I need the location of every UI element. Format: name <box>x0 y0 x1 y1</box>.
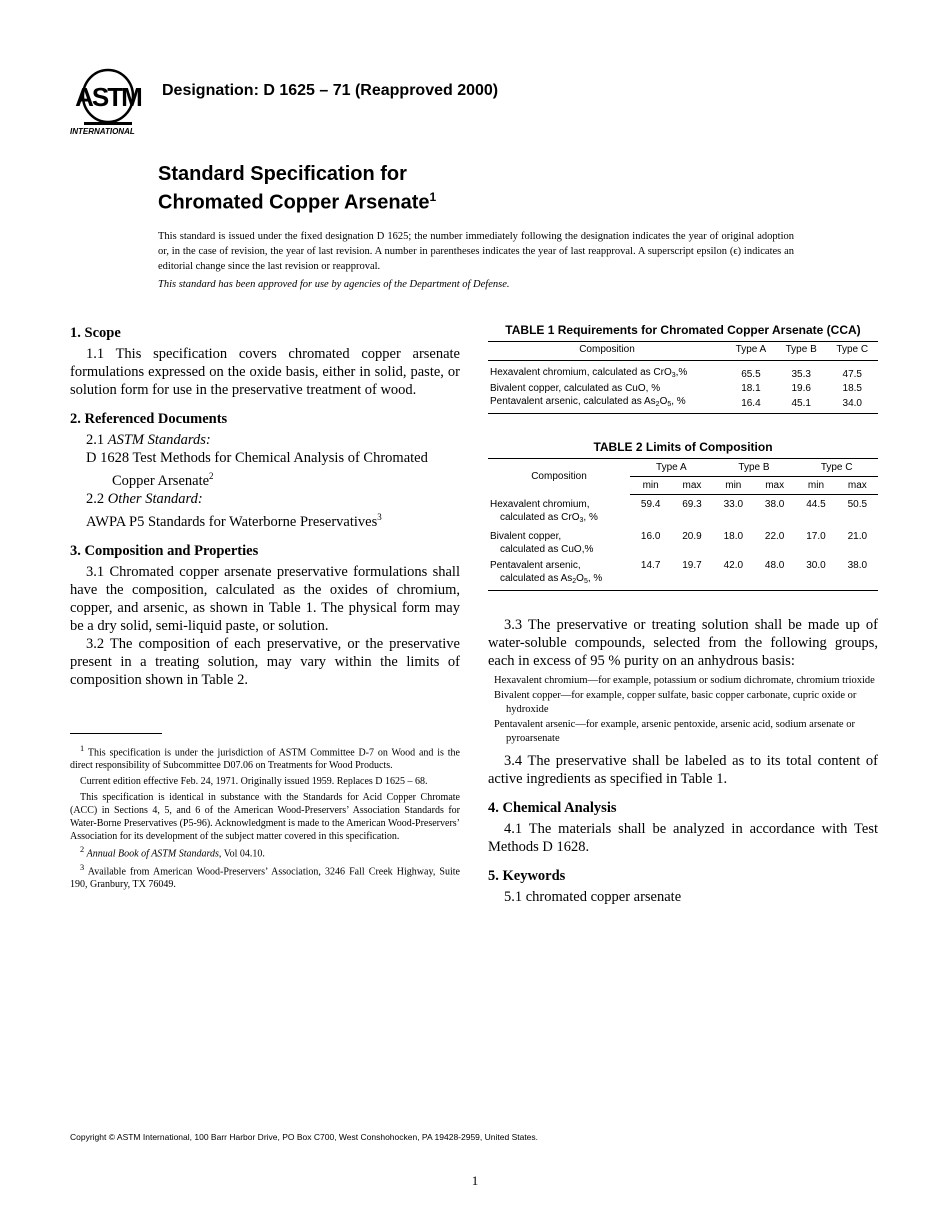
dod-note: This standard has been approved for use by agencies of the Department of Defense. <box>158 279 510 290</box>
table1-header-type-c: Type C <box>827 342 878 361</box>
table2-cell: 33.0 <box>723 499 744 510</box>
table1-cell-composition: Bivalent copper, calculated as CuO, % <box>490 383 661 394</box>
section-heading-scope: 1. Scope <box>70 325 121 341</box>
footnote-2: $^2$ Annual Book of ASTM Standards, Vol 04.10. <box>80 845 265 860</box>
table-row <box>488 395 878 414</box>
footnote-1-substance: This specification is identical in substance with the Standards for Acid Copper Chromate (ACC) in Sections 4, 5, and 6 of the American Wood-Preservers’ Association Standards for Water-Borne Preservatives (P5-96). Acknowledgment is made to the American Wood-Preservers’ Association for its development of the subject matter covered in this specification. <box>70 792 460 843</box>
table-row <box>488 495 878 527</box>
section-heading-chemical-analysis: 4. Chemical Analysis <box>488 800 617 816</box>
preamble: This standard is issued under the fixed designation D 1625; the number immediately following the designation indicates the year of original adoption or, in the case of revision, the year of last revision. A number in parentheses indicates the year of last reapproval. A superscript epsilon (ϵ) indicates an editorial change since the last revision or reapproval. <box>158 231 794 272</box>
section-heading-composition: 3. Composition and Properties <box>70 542 259 559</box>
paragraph-4-1: 4.1 The materials shall be analyzed in accordance with Test Methods D 1628. <box>488 821 878 855</box>
footnote-rule <box>70 733 162 734</box>
table2-header-min: min <box>795 477 836 495</box>
table1-cell: 19.6 <box>791 383 811 394</box>
table2-header-type-b: Type B <box>713 459 796 477</box>
table2-header-min: min <box>630 477 671 495</box>
table1-cell: 16.4 <box>726 395 776 414</box>
table2-cell: 16.0 <box>640 530 661 542</box>
table2 <box>488 458 878 591</box>
svg-text:ASTM: ASTM <box>75 82 141 112</box>
table2-cell: 69.3 <box>682 499 702 510</box>
table1-cell-composition: Pentavalent arsenic, calculated as $As_2O_5$, % <box>488 395 726 414</box>
footnote-1: $^1$ This specification is under the jurisdiction of ASTM Committee D-7 on Wood and is the direct responsibility of Subcommittee D07.06 on Treatments for Wood Products. <box>70 744 460 772</box>
list-item: Bivalent copper—for example, copper sulfate, basic copper carbonate, cupric oxide or hydroxide <box>494 690 857 715</box>
astm-logo <box>68 66 150 138</box>
table1-cell: 18.5 <box>842 383 862 394</box>
table2-caption: TABLE 2 Limits of Composition <box>593 440 773 454</box>
table1-cell: 18.1 <box>741 383 761 394</box>
table2-cell: 14.7 <box>630 556 671 591</box>
table1-caption: TABLE 1 Requirements for Chromated Copper Arsenate (CCA) <box>505 323 861 337</box>
table1-cell: 45.1 <box>776 395 827 414</box>
ref-2-2: 2.2 Other Standard: <box>86 490 203 507</box>
table1 <box>488 341 878 414</box>
table1-header-type-b: Type B <box>776 342 827 361</box>
table2-cell: 38.0 <box>764 499 785 510</box>
paragraph-3-4: 3.4 The preservative shall be labeled as to its total content of active ingredients as specified in Table 1. <box>488 753 878 787</box>
footnotes <box>70 742 460 891</box>
table2-cell: 30.0 <box>795 556 836 591</box>
copyright: Copyright © ASTM International, 100 Barr Harbor Drive, PO Box C700, West Conshohocken, PA 19428-2959, United States. <box>70 1132 539 1142</box>
page-number: 1 <box>471 1173 479 1188</box>
table2-header-max: max <box>837 477 878 495</box>
page-title <box>158 163 436 215</box>
paragraph-1-1: 1.1 This specification covers chromated copper arsenate formulations expressed on the oxide basis, either in solid, paste, or solution form for use in the preservative treatment of wood. <box>70 346 460 398</box>
table-row <box>488 527 878 556</box>
table1-cell: 35.3 <box>791 368 811 380</box>
right-column <box>488 616 878 906</box>
table2-cell: 20.9 <box>682 530 702 542</box>
table2-cell: 17.0 <box>806 530 826 542</box>
table2-header-type-c: Type C <box>795 459 878 477</box>
title-line-2: Chromated Copper Arsenate$^1$ <box>158 190 437 214</box>
list-item: Pentavalent arsenic—for example, arsenic pentoxide, arsenic acid, sodium arsenate or pyroarsenate <box>494 719 855 744</box>
ref-astm-item: D 1628 Test Methods for Chemical Analysis of Chromated Copper Arsenate$^2$ <box>86 450 428 489</box>
table2-cell-composition: Hexavalent chromium, calculated as CrO$_3$, % <box>490 498 598 524</box>
table1-cell-composition: Hexavalent chromium, calculated as CrO$_3$,% <box>490 367 688 379</box>
table2-cell: 19.7 <box>671 556 712 591</box>
ref-2-1: 2.1 ASTM Standards: <box>86 432 211 448</box>
footnote-1-edition: Current edition effective Feb. 24, 1971. Originally issued 1959. Replaces D 1625 – 68. <box>80 776 428 788</box>
footnote-3: $^3$ Available from American Wood-Preservers’ Association, 3246 Fall Creek Highway, Suite 190, Granbury, TX 76049. <box>70 862 460 890</box>
section-heading-keywords: 5. Keywords <box>488 868 566 884</box>
table-row <box>488 361 878 383</box>
table2-cell: 21.0 <box>847 530 868 542</box>
table2-header-max: max <box>671 477 712 495</box>
paragraph-3-2: 3.2 The composition of each preservative, or the preservative present in a treating solution, may vary within the limits of composition shown in Table 2. <box>70 635 460 688</box>
list-item: Hexavalent chromium—for example, potassium or sodium dichromate, chromium trioxide <box>494 675 875 686</box>
table2-cell: 18.0 <box>723 530 744 542</box>
title-line-1: Standard Specification for <box>158 163 407 185</box>
table2-header-max: max <box>754 477 795 495</box>
logo-text: INTERNATIONAL <box>70 127 135 136</box>
table2-cell-composition: Pentavalent arsenic, calculated as $As_2O_5$, % <box>488 556 630 591</box>
table1-header-composition: Composition <box>488 342 726 361</box>
table-row <box>488 556 878 591</box>
table2-cell: 50.5 <box>847 499 868 510</box>
designation: Designation: D 1625 – 71 (Reapproved 2000) <box>162 82 499 99</box>
table2-cell: 22.0 <box>764 530 785 542</box>
table2-cell-composition: Bivalent copper, calculated as CuO,% <box>490 530 594 555</box>
table1-header-type-a: Type A <box>726 342 776 361</box>
paragraph-3-1: 3.1 Chromated copper arsenate preservative formulations shall have the composition, calculated as the oxides of chromium, copper, and arsenic, as shown in Table 1. The physical form may be a dry solid, semi-liquid paste, or solution. <box>70 563 460 634</box>
compound-groups <box>488 674 878 746</box>
section-heading-referenced-documents: 2. Referenced Documents <box>70 411 228 427</box>
table1-cell: 65.5 <box>741 368 761 380</box>
table2-cell: 38.0 <box>837 556 878 591</box>
ref-other-item: AWPA P5 Standards for Waterborne Preservatives$^3$ <box>86 511 382 530</box>
table2-cell: 44.5 <box>806 499 826 510</box>
title-footnote-mark: 1 <box>429 190 437 204</box>
table1-cell: 47.5 <box>842 368 862 380</box>
table2-cell: 48.0 <box>754 556 795 591</box>
table1-cell: 34.0 <box>827 395 878 414</box>
table2-header-composition: Composition <box>488 459 630 495</box>
table-row <box>488 382 878 395</box>
table2-cell: 42.0 <box>713 556 754 591</box>
table2-cell: 59.4 <box>640 499 661 510</box>
table2-header-type-a: Type A <box>630 459 713 477</box>
table2-header-min: min <box>713 477 754 495</box>
paragraph-5-1: 5.1 chromated copper arsenate <box>504 889 682 905</box>
left-column <box>70 324 460 689</box>
paragraph-3-3: 3.3 The preservative or treating solution shall be made up of water-soluble compounds, selected from the following groups, each in excess of 95 % purity on an anhydrous basis: <box>488 617 878 669</box>
